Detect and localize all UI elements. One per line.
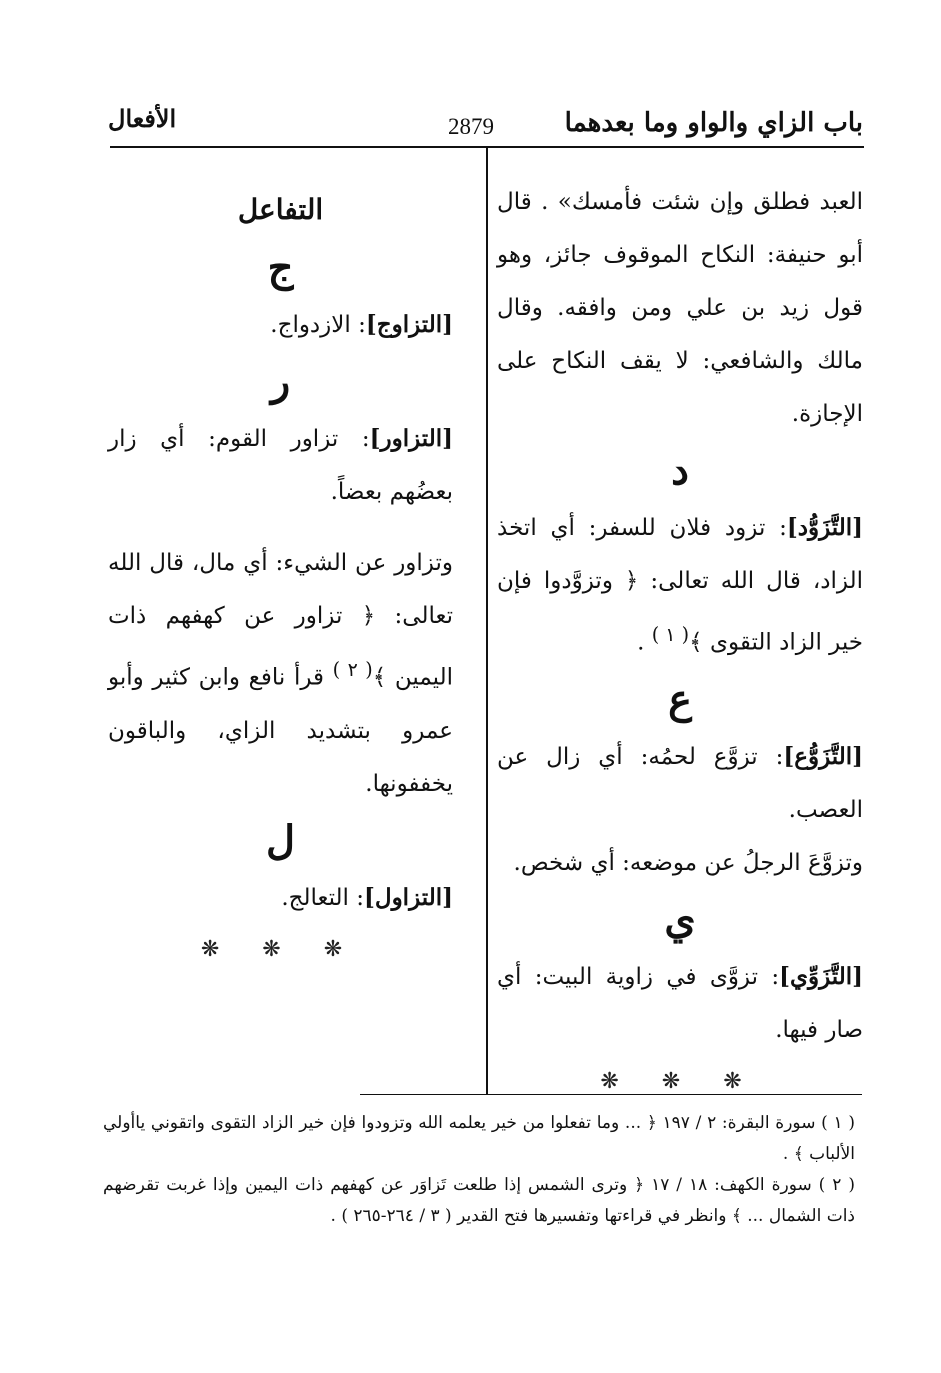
page-number: 2879 [448,114,494,139]
entry-headword: [التزاول] [363,883,453,911]
entry-reading-note: قرأ نافع وابن كثير وأبو عمرو بتشديد الزاي، والباقون يخففونها. [108,664,453,797]
letter-heading-ra: ر [270,358,291,405]
paragraph-nikah: العبد فطلق وإن شئت فأمسك» . قال أبو حنيفة: النكاح الموقوف جائز، وهو قول زيد بن علي ومن وافقه. وقال مالك والشافعي: لا يقف النكاح على الإجازة. [497,189,863,427]
entry-definition: : تزوَّى في زاوية البيت: أي صار فيها. [497,963,863,1043]
section-end-ornament: ❋ ❋ ❋ [200,936,361,962]
entry-definition: : تزاور القوم: أي زار بعضُهم بعضاً. [108,426,453,505]
column-divider [486,146,488,1094]
entry-tazawur-sub [108,537,453,811]
entry-tazawwu-sub: وتزوَّعَ الرجلُ عن موضعه: أي شخص. [513,849,863,876]
footnote-1: ( ١ ) سورة البقرة: ٢ / ١٩٧ ﴿ ... وما تفعلوا من خير يعلمه الله وتزودوا فإن خير الزاد التقوى واتقوني ياأولي الألباب ﴾ . [103,1113,855,1164]
footnote-ref-1: ( ١ ) [651,623,690,646]
entry-definition: : تزود فلان للسفر: أي اتخذ الزاد، قال الله تعالى: ﴿ وتزوَّدوا فإن خير الزاد التقوى ﴾ [497,515,863,656]
entry-tazawwi [497,950,863,1057]
footnote-rule [360,1094,862,1095]
footnote-ref-2: ( ٢ ) [332,658,373,681]
entry-headword: [التزاور] [369,425,453,452]
spacer [108,519,453,537]
right-column [497,176,863,1107]
section-heading: الأفعال [108,104,177,133]
section-end-ornament: ❋ ❋ ❋ [600,1068,760,1094]
letter-heading-dal: د [671,447,689,494]
entry-definition: : تزوَّع لحمُه: أي زال عن العصب. [497,743,863,823]
chapter-heading: باب الزاي والواو وما بعدهما [564,108,863,138]
entry-tazawur [108,412,453,519]
left-column [108,182,453,975]
entry-headword: [التَّزَوِّي] [779,962,863,990]
entry-tazawuj [108,298,453,352]
entry-headword: [التزاوج] [365,311,453,338]
entry-definition: وتزاور عن الشيء: أي مال، قال الله تعالى: ﴿ تزاور عن كهفهم ذات اليمين ﴾ [108,550,453,691]
entry-tazawwud [497,501,863,670]
entry-headword: [التَّزَوُّد] [786,514,863,541]
letter-heading-ain: ع [668,675,692,723]
letter-heading-lam: ل [265,816,296,864]
footnote-2: ( ٢ ) سورة الكهف: ١٨ / ١٧ ﴿ وترى الشمس إذا طلعت تَزاوَر عن كهفهم ذات اليمين وإذا غربت تقرضهم ذات الشمال ... ﴾ وانظر في قراءتها وتفسيرها فتح القدير ( ٣ / ٢٦٤-٢٦٥ ) . [103,1175,855,1226]
entry-definition: : الازدواج. [270,312,366,338]
entry-headword: [التَّزَوُّع] [783,742,863,770]
footnotes [103,1108,855,1232]
entry-end: . [637,629,652,656]
entry-tazawul [108,871,453,925]
section-title-tafaul: التفاعل [237,193,324,226]
entry-definition: : التعالج. [281,884,364,911]
letter-heading-ya: ي [664,895,696,943]
entry-tazawwu [497,730,863,837]
letter-heading-jim: ج [267,244,294,291]
